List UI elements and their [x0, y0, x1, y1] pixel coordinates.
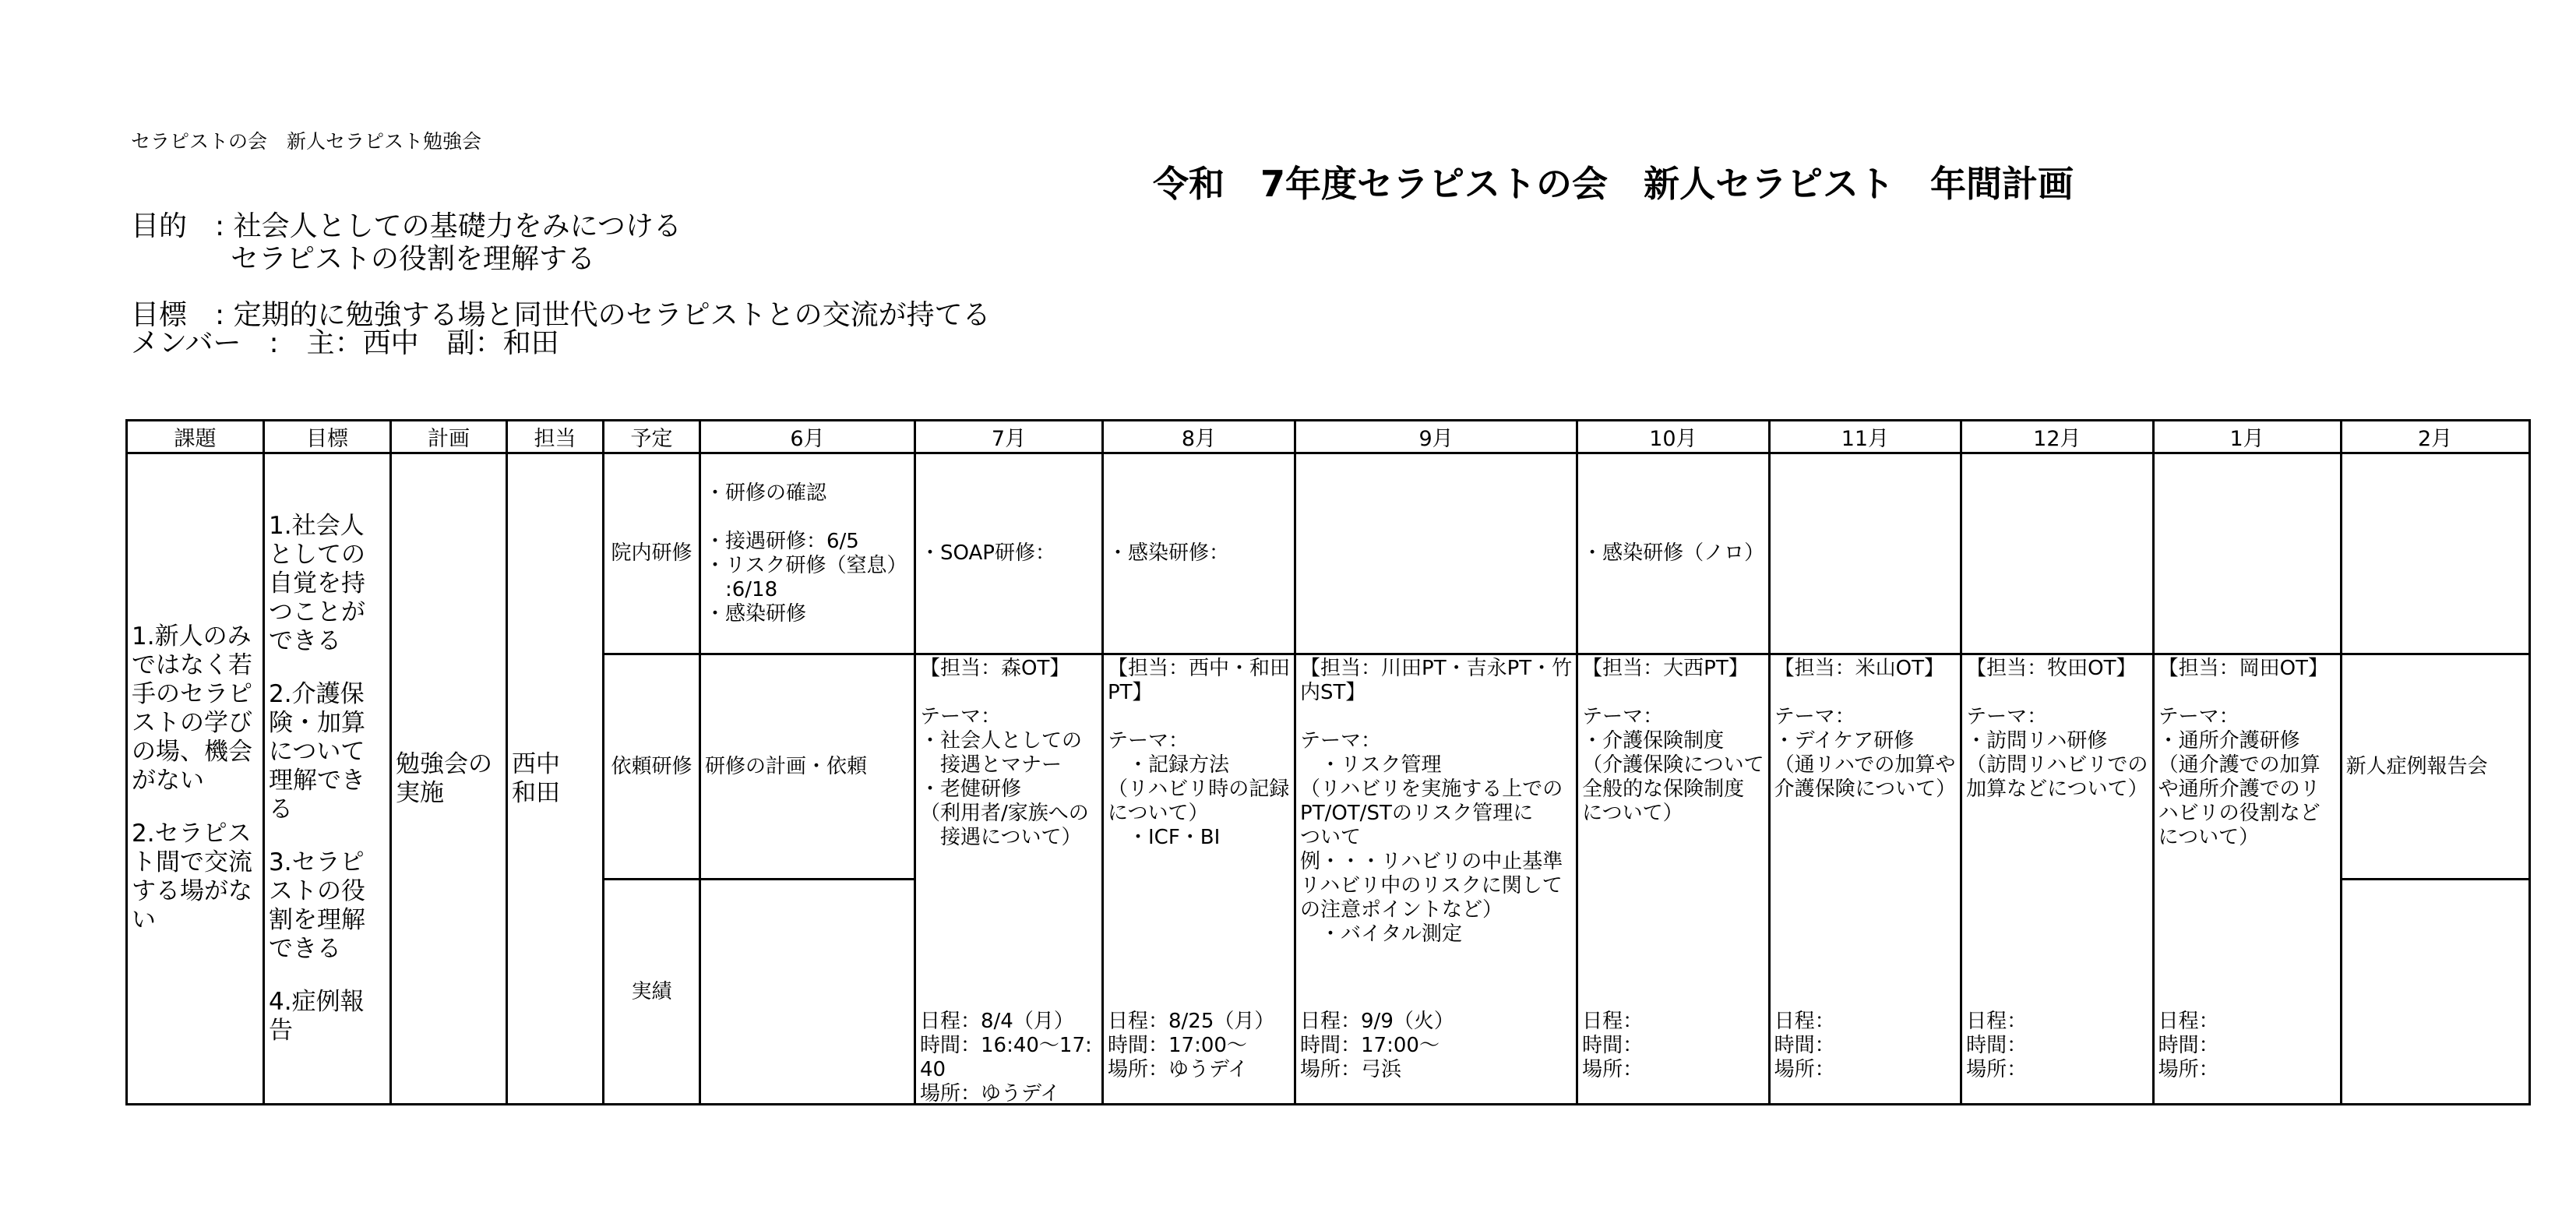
irai-jan-line: ・通所介護研修: [2158, 729, 2300, 753]
mokuhyo-item-4: 4.症例報告: [269, 988, 365, 1045]
irai-aug: [1103, 654, 1295, 1105]
irai-nov-schedule: [1774, 1010, 1835, 1082]
irai-aug-theme: [1108, 657, 1290, 850]
irai-nov-place: 場所：: [1774, 1058, 1835, 1081]
tanto-cell: [507, 453, 604, 1105]
irai-jul-line: ・社会人としての: [920, 729, 1083, 753]
irai-sep-line: 【担当：川田PT・吉永PT・竹: [1300, 657, 1573, 680]
irai-nov-line: 介護保険について）: [1774, 777, 1957, 801]
irai-jan-schedule: [2158, 1010, 2219, 1082]
irai-jul-time: 時間：16:40～17:: [920, 1034, 1092, 1057]
irai-jun: 研修の計画・依頼: [700, 654, 915, 880]
irai-sep-schedule: [1300, 1010, 1454, 1082]
irai-jul-line: [920, 681, 1098, 705]
irai-jul-line: 【担当：森OT】: [920, 657, 1070, 680]
irai-jan-theme: [2158, 657, 2336, 850]
innai-jun-line: :6/18: [705, 577, 778, 601]
irai-aug-date: 日程：8/25（月）: [1108, 1010, 1275, 1033]
irai-dec-line: （訪問リハビリでの: [1966, 753, 2148, 777]
col-header-keikaku: 計画: [391, 421, 507, 453]
irai-oct-line: 全般的な保険制度: [1582, 777, 1745, 801]
mokuhyo-item-1: 1.社会人としての自覚を持つことができる: [269, 512, 365, 655]
innai-jun-line: ・研修の確認: [705, 481, 827, 505]
mokuhyo-cell: [264, 453, 391, 1105]
yotei-innai: 院内研修: [604, 453, 700, 654]
innai-sep: [1295, 453, 1577, 654]
kadai-item-2: 2.セラピスト間で交流する場がない: [132, 820, 252, 934]
irai-jul-line: （利用者/家族への: [920, 802, 1089, 825]
col-header-kadai: 課題: [127, 421, 264, 453]
irai-dec-theme: [1966, 657, 2148, 802]
irai-oct-line: 【担当：大西PT】: [1582, 657, 1749, 680]
irai-aug-line: テーマ：: [1108, 729, 1189, 753]
purpose-line-2: セラピストの役割を理解する: [231, 243, 596, 275]
irai-oct-line: [1582, 681, 1764, 705]
innai-jun-line: ・感染研修: [705, 601, 807, 626]
jisseki-jun: [700, 880, 915, 1105]
irai-aug-line: ・ICF・BI: [1108, 826, 1221, 849]
irai-oct-time: 時間：: [1582, 1034, 1644, 1057]
mokuhyo-item-2: 2.介護保険・加算について理解できる: [269, 680, 365, 823]
col-header-nov: 11月: [1769, 421, 1961, 453]
irai-jan-line: テーマ：: [2158, 705, 2239, 728]
col-header-oct: 10月: [1577, 421, 1769, 453]
innai-jun: [700, 453, 915, 654]
col-header-jun: 6月: [700, 421, 915, 453]
irai-nov-line: （通リハでの加算や: [1774, 753, 1956, 777]
irai-oct-line: ・介護保険制度: [1582, 729, 1725, 753]
irai-jul: [915, 654, 1103, 1105]
irai-jan-line: について）: [2158, 826, 2260, 849]
irai-dec-line: ・訪問リハ研修: [1966, 729, 2108, 753]
irai-sep-line: ついて: [1300, 826, 1362, 849]
irai-aug-line: ・記録方法: [1108, 753, 1230, 777]
tanto-sub: 和田: [512, 778, 560, 807]
irai-jan-place: 場所：: [2158, 1058, 2219, 1081]
irai-jul-line: 接遇について）: [920, 826, 1082, 849]
annual-plan-table: [125, 419, 2531, 1105]
irai-nov-line: ・デイケア研修: [1774, 729, 1915, 753]
col-header-yotei: 予定: [604, 421, 700, 453]
members-line: メンバー : 主：西中 副：和田: [131, 327, 559, 359]
innai-jan: [2153, 453, 2341, 654]
kadai-item-1: 1.新人のみではなく若手のセラピストの学びの場、機会がない: [132, 622, 252, 795]
kadai-cell: [127, 453, 264, 1105]
col-header-dec: 12月: [1961, 421, 2153, 453]
irai-nov-line: 【担当：米山OT】: [1774, 657, 1944, 680]
col-header-mokuhyo: 目標: [264, 421, 391, 453]
irai-jan-line: [2158, 681, 2336, 705]
irai-aug-schedule: [1108, 1010, 1274, 1082]
header-row: [127, 421, 2530, 453]
irai-oct-line: テーマ：: [1582, 705, 1664, 728]
irai-sep-date: 日程：9/9（火）: [1300, 1010, 1454, 1033]
row-innai: [127, 453, 2530, 654]
irai-sep-line: 例・・・リハビリの中止基準: [1300, 850, 1563, 873]
irai-sep-theme: [1300, 657, 1572, 947]
irai-aug-line: PT】: [1108, 681, 1153, 704]
irai-dec-line: [1966, 681, 2148, 705]
col-header-jul: 7月: [915, 421, 1103, 453]
irai-aug-line: （リハビリ時の記録: [1108, 777, 1290, 801]
irai-sep-line: 内ST】: [1300, 681, 1366, 704]
irai-sep-line: ・リスク管理: [1300, 753, 1442, 777]
yotei-jisseki: 実績: [604, 880, 700, 1105]
irai-sep-time: 時間：17:00～: [1300, 1034, 1440, 1057]
irai-sep-line: ・バイタル測定: [1300, 922, 1463, 946]
innai-nov: [1769, 453, 1961, 654]
mokuhyo-item-3: 3.セラピストの役割を理解できる: [269, 848, 365, 963]
innai-jun-line: ・リスク研修（窒息）: [705, 553, 907, 577]
irai-jan-line: ハビリの役割など: [2158, 802, 2321, 825]
col-header-feb: 2月: [2341, 421, 2529, 453]
col-header-jan: 1月: [2153, 421, 2341, 453]
innai-jun-line: [705, 506, 910, 530]
jisseki-feb: [2341, 880, 2529, 1105]
irai-aug-line: 【担当：西中・和田: [1108, 657, 1291, 680]
irai-sep: [1295, 654, 1577, 1105]
col-header-tanto: 担当: [507, 421, 604, 453]
goal-line: 目標 : 定期的に勉強する場と同世代のセラピストとの交流が持てる: [131, 299, 991, 331]
irai-aug-place: 場所：ゆうデイ: [1108, 1058, 1249, 1081]
irai-oct-theme: [1582, 657, 1764, 826]
irai-dec-line: 加算などについて）: [1966, 777, 2148, 801]
irai-dec-line: 【担当：牧田OT】: [1966, 657, 2137, 680]
irai-aug-time: 時間：17:00～: [1108, 1034, 1247, 1057]
irai-sep-line: テーマ：: [1300, 729, 1382, 753]
purpose-line-1: 目的 : 社会人としての基礎力をみにつける: [131, 210, 682, 242]
org-name: セラピストの会 新人セラピスト勉強会: [131, 130, 482, 153]
irai-sep-line: [1300, 705, 1572, 729]
irai-aug-line: [1108, 705, 1290, 729]
irai-sep-place: 場所：弓浜: [1300, 1058, 1402, 1081]
irai-sep-line: の注意ポイントなど）: [1300, 898, 1503, 922]
irai-aug-line: について）: [1108, 802, 1209, 825]
page-title: 令和 7年度セラピストの会 新人セラピスト 年間計画: [1153, 163, 2074, 205]
irai-jul-time-cont: 40: [920, 1058, 946, 1081]
innai-feb: [2341, 453, 2529, 654]
irai-jul-line: ・老健研修: [920, 777, 1022, 801]
innai-dec: [1961, 453, 2153, 654]
irai-oct-place: 場所：: [1582, 1058, 1644, 1081]
irai-sep-line: PT/OT/STのリスク管理に: [1300, 802, 1534, 825]
irai-dec: [1961, 654, 2153, 1105]
irai-jul-date: 日程：8/4（月）: [920, 1010, 1074, 1033]
irai-sep-line: リハビリ中のリスクに関して: [1300, 874, 1563, 897]
irai-oct: [1577, 654, 1769, 1105]
tanto-main: 西中: [512, 749, 560, 778]
innai-jun-line: ・接遇研修：6/5: [705, 529, 859, 553]
irai-nov: [1769, 654, 1961, 1105]
irai-dec-schedule: [1966, 1010, 2027, 1082]
irai-jan: [2153, 654, 2341, 1105]
irai-feb: 新人症例報告会: [2341, 654, 2529, 880]
irai-nov-line: [1774, 681, 1956, 705]
irai-jan-date: 日程：: [2158, 1010, 2219, 1033]
innai-aug: ・感染研修：: [1103, 453, 1295, 654]
irai-oct-line: （介護保険について: [1582, 753, 1764, 777]
irai-jul-theme: [920, 657, 1098, 850]
irai-jan-line: 【担当：岡田OT】: [2158, 657, 2328, 680]
irai-nov-time: 時間：: [1774, 1034, 1835, 1057]
irai-oct-schedule: [1582, 1010, 1643, 1082]
irai-jul-line: テーマ：: [920, 705, 1002, 728]
irai-jan-time: 時間：: [2158, 1034, 2219, 1057]
irai-nov-line: テーマ：: [1774, 705, 1855, 728]
irai-nov-date: 日程：: [1774, 1010, 1835, 1033]
yotei-irai: 依頼研修: [604, 654, 700, 880]
col-header-sep: 9月: [1295, 421, 1577, 453]
irai-dec-line: テーマ：: [1966, 705, 2048, 728]
irai-jan-line: や通所介護でのリ: [2158, 777, 2321, 801]
irai-jan-line: （通介護での加算: [2158, 753, 2321, 777]
irai-jul-schedule: [920, 1010, 1092, 1105]
innai-jul: ・SOAP研修：: [915, 453, 1103, 654]
irai-jul-line: 接遇とマナー: [920, 753, 1062, 777]
irai-dec-time: 時間：: [1966, 1034, 2028, 1057]
irai-oct-line: について）: [1582, 802, 1683, 825]
irai-dec-place: 場所：: [1966, 1058, 2028, 1081]
innai-oct: ・感染研修（ノロ）: [1577, 453, 1769, 654]
keikaku-cell: 勉強会の実施: [391, 453, 507, 1105]
irai-oct-date: 日程：: [1582, 1010, 1644, 1033]
irai-nov-theme: [1774, 657, 1956, 802]
irai-dec-date: 日程：: [1966, 1010, 2028, 1033]
irai-jul-place: 場所：ゆうデイ: [920, 1082, 1061, 1105]
col-header-aug: 8月: [1103, 421, 1295, 453]
irai-sep-line: （リハビリを実施する上での: [1300, 777, 1563, 801]
